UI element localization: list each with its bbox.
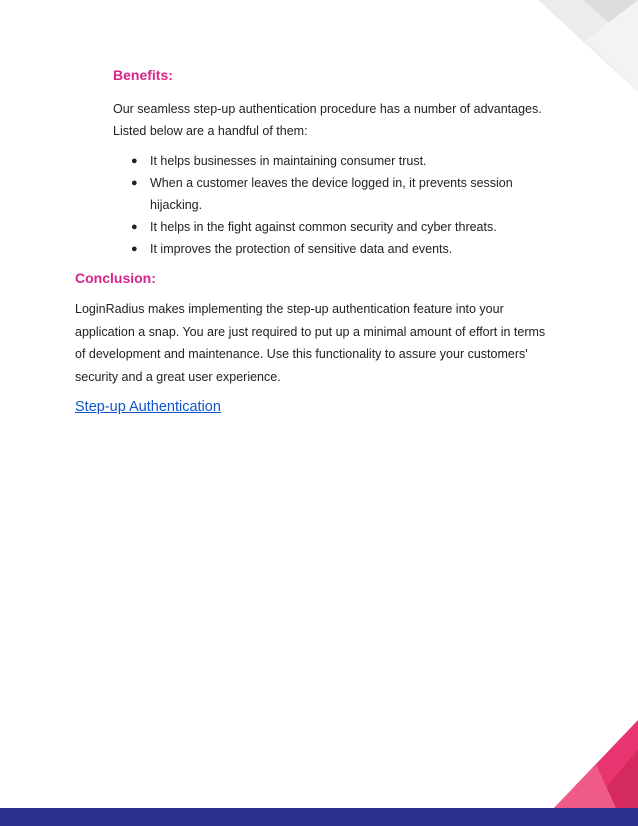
bullet-icon: ●: [131, 221, 138, 233]
footer-bar: [0, 808, 638, 826]
corner-decoration-bottom: [496, 720, 638, 808]
conclusion-heading: Conclusion:: [75, 270, 156, 286]
list-item: ● When a customer leaves the device logged in, it prevents session hijacking.: [131, 172, 551, 216]
conclusion-paragraph: LoginRadius makes implementing the step-up authentication feature into your application a snap. You are just required to put up a minimal amount of effort in terms of development and maintenance. Use this functionality to assure your customers' security and a great user experience.: [75, 302, 546, 384]
bullet-icon: ●: [131, 177, 138, 189]
list-item: ● It helps businesses in maintaining consumer trust.: [131, 150, 551, 172]
benefits-list: [131, 150, 551, 260]
bullet-icon: ●: [131, 243, 138, 255]
list-item: ● It helps in the fight against common security and cyber threats.: [131, 216, 551, 238]
step-up-authentication-link[interactable]: Step-up Authentication: [75, 399, 221, 415]
corner-decoration-top: [538, 0, 638, 92]
bullet-icon: ●: [131, 155, 138, 167]
benefits-intro-paragraph: Our seamless step-up authentication procedure has a number of advantages. Listed below are a handful of them:: [113, 102, 542, 138]
list-item: ● It improves the protection of sensitive data and events.: [131, 238, 551, 260]
benefits-heading: Benefits:: [113, 67, 173, 83]
